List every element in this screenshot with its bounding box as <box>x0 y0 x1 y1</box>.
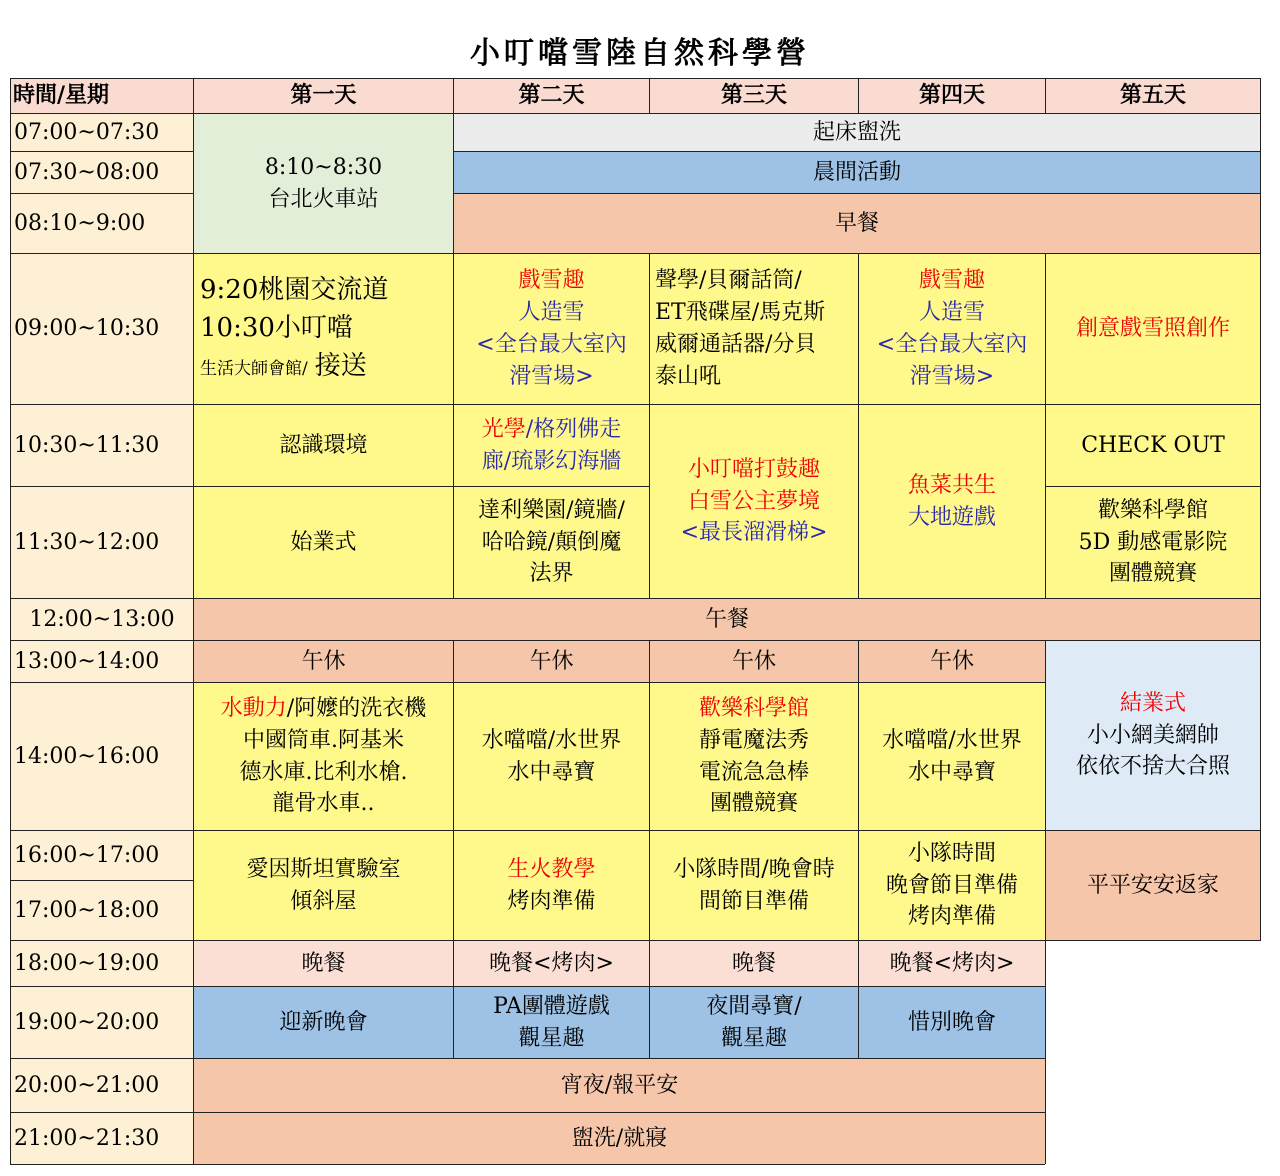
day4-1600-cell <box>859 831 1046 941</box>
day1-1030-cell: 認識環境 <box>194 405 454 487</box>
list-item: 小隊時間 <box>907 840 996 866</box>
list-item: 法界 <box>529 561 574 587</box>
day5-empty-cell <box>1046 941 1261 1165</box>
day2-1030-cell <box>454 405 650 487</box>
list-item: 小叮噹打鼓趣 <box>687 456 820 482</box>
list-item: 夜間尋寶/ <box>706 993 802 1019</box>
table-row <box>11 641 1261 683</box>
list-item: 依依不捨大合照 <box>1075 754 1230 780</box>
list-item: /阿嬤的洗衣機 <box>286 695 427 721</box>
list-item: 烤肉準備 <box>507 888 596 914</box>
list-item: 9:20桃園交流道 <box>200 275 389 306</box>
day1-0900-cell <box>194 254 454 405</box>
list-item: 靜電魔法秀 <box>698 727 809 753</box>
time-cell: 11:30~12:00 <box>11 487 194 599</box>
table-row <box>11 114 1261 152</box>
time-cell: 09:00~10:30 <box>11 254 194 405</box>
bedtime-cell: 盥洗/就寢 <box>194 1113 1046 1165</box>
list-item: 泰山吼 <box>655 363 722 389</box>
day5-1030-cell: CHECK OUT <box>1046 405 1261 487</box>
day1-1600-cell <box>194 831 454 941</box>
time-cell: 21:00~21:30 <box>11 1113 194 1165</box>
time-cell: 16:00~17:00 <box>11 831 194 881</box>
meeting-time: 8:10~8:30 <box>264 154 383 180</box>
day2-1130-cell <box>454 487 650 599</box>
list-item: 德水庫.比利水槍. <box>239 759 408 785</box>
list-item: 滑雪場> <box>509 363 594 389</box>
day3-1900-cell <box>650 987 859 1059</box>
day1-1400-cell <box>194 683 454 831</box>
list-item: <全台最大室內 <box>876 332 1028 357</box>
list-item: 水噹噹/水世界 <box>481 727 622 753</box>
day4-header: 第四天 <box>859 79 1046 114</box>
list-item: 龍骨水車.. <box>272 791 375 817</box>
day1-header: 第一天 <box>194 79 454 114</box>
lunch-cell: 午餐 <box>194 599 1261 641</box>
day2-1900-cell <box>454 987 650 1059</box>
day4-0900-cell <box>859 254 1046 405</box>
nap-cell: 午休 <box>650 641 859 683</box>
day5-1600-cell: 平平安安返家 <box>1046 831 1261 941</box>
list-item: 魚菜共生 <box>907 472 996 498</box>
list-item: 電流急急棒 <box>698 759 809 785</box>
day3-dinner-cell: 晚餐 <box>650 941 859 987</box>
list-item: 10:30小叮噹 <box>200 313 353 344</box>
list-item: PA團體遊戲 <box>493 993 610 1019</box>
list-item: /格列佛走 <box>525 416 622 442</box>
list-item: 愛因斯坦實驗室 <box>246 856 401 882</box>
list-item: 光學 <box>481 416 526 442</box>
day3-header: 第三天 <box>650 79 859 114</box>
list-item: 歡樂科學館 <box>698 695 809 721</box>
list-item: 水中尋寶 <box>507 759 596 785</box>
meeting-place: 台北火車站 <box>268 186 379 212</box>
day3-1400-cell <box>650 683 859 831</box>
breakfast-cell: 早餐 <box>454 194 1261 254</box>
day5-0900-cell: 創意戲雪照創作 <box>1046 254 1261 405</box>
day1-1900-cell: 迎新晚會 <box>194 987 454 1059</box>
time-cell: 10:30~11:30 <box>11 405 194 487</box>
table-row <box>11 599 1261 641</box>
list-item: 水動力 <box>220 695 287 721</box>
list-item: 5D 動感電影院 <box>1078 529 1228 555</box>
list-item: 觀星趣 <box>720 1025 787 1051</box>
day4-dinner-cell: 晚餐<烤肉> <box>859 941 1046 987</box>
page-title: 小叮噹雪陸自然科學營 <box>470 36 810 71</box>
day1-1130-cell: 始業式 <box>194 487 454 599</box>
schedule-table <box>10 78 1261 1165</box>
list-item: 間節目準備 <box>698 888 809 914</box>
list-item: 水中尋寶 <box>907 759 996 785</box>
day1-meeting-cell <box>194 114 454 254</box>
list-item: 生活大師會館/ <box>200 358 308 379</box>
day3-0900-cell <box>650 254 859 405</box>
day1-dinner-cell: 晚餐 <box>194 941 454 987</box>
list-item: 生火教學 <box>507 856 596 882</box>
list-item: 烤肉準備 <box>907 904 996 930</box>
list-item: 人造雪 <box>518 300 585 326</box>
nap-cell: 午休 <box>859 641 1046 683</box>
time-cell: 20:00~21:00 <box>11 1059 194 1113</box>
nap-cell: 午休 <box>194 641 454 683</box>
time-cell: 17:00~18:00 <box>11 881 194 941</box>
list-item: 人造雪 <box>918 300 985 326</box>
list-item: 聲學/貝爾話筒/ <box>655 268 802 294</box>
list-item: 大地遊戲 <box>907 504 996 530</box>
list-item: 團體競賽 <box>709 791 798 817</box>
nap-cell: 午休 <box>454 641 650 683</box>
list-item: 團體競賽 <box>1108 561 1197 587</box>
list-item: 小隊時間/晚會時 <box>673 856 835 882</box>
list-item: 觀星趣 <box>518 1025 585 1051</box>
list-item: <全台最大室內 <box>476 332 627 357</box>
list-item: 小小網美網帥 <box>1086 722 1219 748</box>
list-item: 水噹噹/水世界 <box>882 727 1022 753</box>
list-item: 傾斜屋 <box>290 888 357 914</box>
list-item: 威爾通話器/分貝 <box>655 332 817 357</box>
day5-header: 第五天 <box>1046 79 1261 114</box>
table-row <box>11 405 1261 487</box>
time-cell: 08:10~9:00 <box>11 194 194 254</box>
table-row <box>11 487 1261 599</box>
list-item: 哈哈鏡/顛倒魔 <box>481 529 622 555</box>
day5-1130-cell <box>1046 487 1261 599</box>
time-cell: 19:00~20:00 <box>11 987 194 1059</box>
day3-1600-cell <box>650 831 859 941</box>
table-row <box>11 254 1261 405</box>
list-item: ET飛碟屋/馬克斯 <box>655 300 826 326</box>
day2-1400-cell <box>454 683 650 831</box>
time-cell: 07:00~07:30 <box>11 114 194 152</box>
morning-activity-cell: 晨間活動 <box>454 152 1261 194</box>
list-item: 歡樂科學館 <box>1097 497 1208 523</box>
list-item: <最長溜滑梯> <box>680 520 828 546</box>
time-cell: 14:00~16:00 <box>11 683 194 831</box>
time-cell: 13:00~14:00 <box>11 641 194 683</box>
night-snack-cell: 宵夜/報平安 <box>194 1059 1046 1113</box>
day2-0900-cell <box>454 254 650 405</box>
time-cell: 12:00~13:00 <box>11 599 194 641</box>
day4-1400-cell <box>859 683 1046 831</box>
day2-header: 第二天 <box>454 79 650 114</box>
day3-1030-cell <box>650 405 859 599</box>
list-item: 白雪公主夢境 <box>687 488 820 514</box>
wake-up-cell: 起床盥洗 <box>454 114 1261 152</box>
list-item: 達利樂園/鏡牆/ <box>478 497 625 523</box>
day5-closing-cell <box>1046 641 1261 831</box>
day2-dinner-cell: 晚餐<烤肉> <box>454 941 650 987</box>
list-item: 晚會節目準備 <box>885 872 1018 898</box>
time-column-header: 時間/星期 <box>11 79 194 114</box>
list-item: 戲雪趣 <box>918 268 985 294</box>
time-cell: 18:00~19:00 <box>11 941 194 987</box>
day4-1030-cell <box>859 405 1046 599</box>
list-item: 接送 <box>314 350 367 381</box>
list-item: 結業式 <box>1119 690 1186 716</box>
day2-1600-cell <box>454 831 650 941</box>
list-item: 中國筒車.阿基米 <box>243 727 404 753</box>
day4-1900-cell: 惜別晚會 <box>859 987 1046 1059</box>
list-item: 戲雪趣 <box>518 268 585 294</box>
header-row <box>11 79 1261 114</box>
table-row <box>11 941 1261 987</box>
list-item: 廊/琉影幻海牆 <box>481 448 622 474</box>
table-row <box>11 831 1261 881</box>
list-item: 滑雪場> <box>909 363 995 389</box>
time-cell: 07:30~08:00 <box>11 152 194 194</box>
